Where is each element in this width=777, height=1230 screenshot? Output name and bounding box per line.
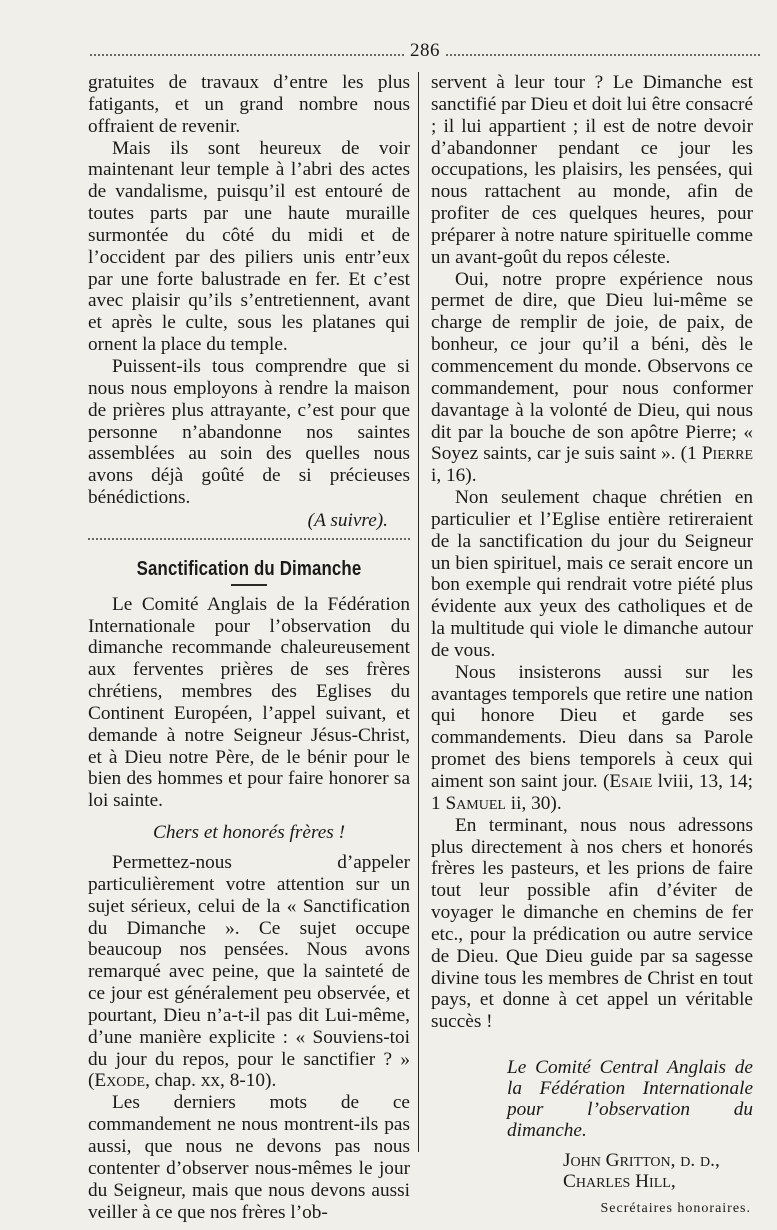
paragraph: Le Comité Anglais de la Fédération Internationale pour l’observation du dimanche recommande chaleureusement aux ferventes prières de ses frères chrétiens, membres des Eglises du Continent Européen, l’appel suivant, et demande à notre Seigneur Jésus-Christ, et à Dieu notre Père, de le bénir pour le bien des hommes et pour faire honorer sa loi sainte. [88,593,410,812]
paragraph: En terminant, nous nous adressons plus directement à nos chers et honorés frères les pasteurs, et les prions de faire tout leur possible afin d’éviter de voyager le dimanche en chemins de fer etc., pour la prédication ou autre service de Dieu. Que Dieu guide par sa sagesse divine tous les membres de Christ en tout pays, et donne à cet appel un véritable succès ! [431,814,753,1033]
salutation: Chers et honorés frères ! [152,822,346,844]
bible-reference: Exode [94,1070,146,1092]
section-title: Sanctification du Dimanche [136,556,362,580]
paragraph-text: ii, 30). [505,792,562,814]
paragraph-text: , chap. xx, 8-10). [145,1070,277,1092]
to-be-continued: (A suivre). [307,509,388,531]
paragraph [431,662,753,815]
page-header [90,40,760,66]
bible-reference: Samuel [445,792,506,814]
signatory-role: Secrétaires honoraires. [600,1201,751,1217]
section-separator [88,538,410,540]
paragraph: gratuites de travaux d’entre les plus fatigants, et un grand nombre nous offraient de revenir. [88,72,410,137]
signatories [431,1150,753,1192]
left-column [88,72,410,1223]
paragraph-text: Nous insisterons aussi sur les avantages temporels que retire une nation qui honore Dieu et garde ses commandements. Dieu dans sa Parole promet des biens temporels à ceux qui aiment son saint jour. ( [431,661,753,792]
signature: Le Comité Central Anglais de la Fédération Internationale pour l’observation du dimanche. [507,1057,753,1142]
title-dash [231,584,267,586]
paragraph-text: lviii, 13, 14; 1 [431,771,753,814]
paragraph: Puissent-ils tous comprendre que si nous nous employons à rendre la maison de prières plus attrayante, c’est pour que personne n’abandonne nos saintes assemblées au soin des quelles nous avons déjà goûté de si précieuses bénédictions. [88,355,410,509]
paragraph-text: i, 16). [431,465,477,487]
paragraph-text: Permettez-nous d’appeler particulièrement votre attention sur un sujet sérieux, celui de la « Sanctification du Dimanche ». Ce sujet occupe beaucoup nos pensées. Nous avons remarqué avec peine, que la sainteté de ce jour est généralement peu observée, et pourtant, Dieu n’a-t-il pas dit Lui-même, d’une manière explicite : « Souviens-toi du jour du repos, pour le sanctifier ? » ( [88,852,410,1092]
page-number: 286 [404,40,446,62]
column-divider [418,72,419,1152]
paragraph [431,269,753,487]
right-column [431,72,753,1220]
paragraph-text: Oui, notre propre expérience nous permet de dire, que Dieu lui-même se charge de remplir de joie, de paix, de bonheur, ce jour qu’il a béni, dès le commencement du monde. Observons ce commandement, pour nous conformer davantage à la volonté de Dieu, qui nous dit par la bouche de son apôtre Pierre; « Soyez saints, car je suis saint ». (1 [431,268,753,465]
paragraph: Non seulement chaque chrétien en particulier et l’Eglise entière retireraient de la sanctification du jour du Seigneur un bien spirituel, mais ce serait encore un bon exemple qui rendrait votre piété plus évidente aux yeux des catholiques et de la multitude qui viole le dimanche autour de vous. [431,487,753,661]
bible-reference: Esaie [609,771,653,792]
bible-reference: Pierre [701,443,753,465]
signatory-name: Charles Hill, [563,1171,676,1193]
paragraph: Les derniers mots de ce commandement ne nous montrent-ils pas aussi, que nous ne devons pas nous contenter d’observer nous-mêmes le jour du Seigneur, mais que nous devons aussi veiller à ce que nos frères l’ob- [88,1092,410,1223]
paragraph: Mais ils sont heureux de voir maintenant leur temple à l’abri des actes de vandalisme, puisqu’il est entouré de toutes parts par une haute muraille surmontée du côté du midi et de l’occident par des piliers unis entr’eux par une forte balustrade en fer. Et c’est avec plaisir qu’ils s’entretiennent, avant et après le culte, sous les platanes qui ornent la place du temple. [88,137,410,356]
paragraph [88,852,410,1092]
paragraph: servent à leur tour ? Le Dimanche est sanctifié par Dieu et doit lui être consacré ; il lui appartient ; il est de notre devoir d’abandonner pendant ce jour les occupations, les plaisirs, les pensées, qui nous rattachent au monde, afin de profiter de ces quelques heures, pour préparer à notre nature spirituelle comme un avant-goût du repos céleste. [431,72,753,268]
signatory-name: John Gritton, d. d., [563,1150,720,1172]
